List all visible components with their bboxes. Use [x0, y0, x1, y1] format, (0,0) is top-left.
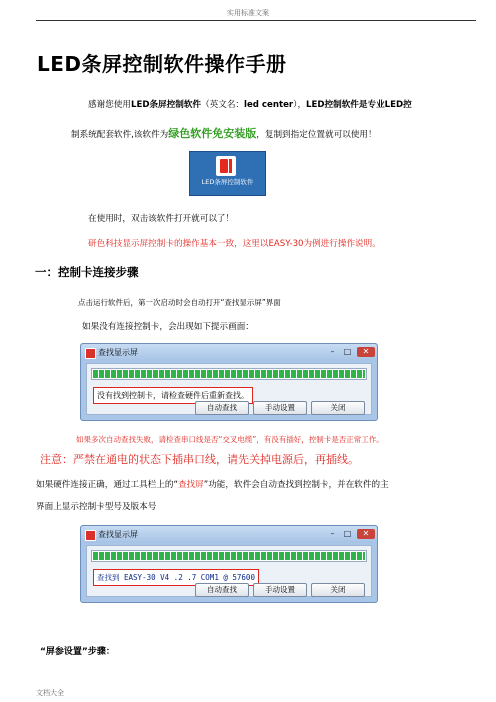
- intro-english-name: led center: [244, 100, 294, 110]
- manual-settings-button[interactable]: 手动设置: [253, 401, 307, 415]
- maximize-icon[interactable]: □: [343, 529, 352, 538]
- app-small-icon: [85, 348, 96, 359]
- status-message: 查找到 EASY-30 V4 .2 .7 COM1 @ 57600: [93, 569, 259, 586]
- success-text: 如果硬件连接正确，通过工具栏上的“: [36, 480, 178, 490]
- search-progress-bar: [91, 550, 367, 562]
- params-heading: “屏参设置”步骤：: [40, 647, 115, 657]
- dialog-body: [86, 545, 372, 597]
- find-screen-dialog-no-card: [80, 343, 378, 421]
- success-text: ”功能，软件会自动查找到控制卡，并在软件的主: [203, 480, 389, 490]
- dialog-title: 查找显示屏: [98, 530, 138, 539]
- intro-text: 感谢您使用: [88, 100, 131, 110]
- progress-fill: [93, 552, 365, 560]
- close-button[interactable]: 关闭: [311, 401, 365, 415]
- card-note: 研色科技显示屏控制卡的操作基本一致，这里以EASY-30为例进行操作说明。: [88, 239, 381, 249]
- dialog-title: 查找显示屏: [98, 348, 138, 357]
- search-progress-bar: [91, 368, 367, 380]
- dialog-titlebar: [81, 344, 377, 361]
- page-header: 实用标准文案: [227, 9, 269, 17]
- status-message: 没有找到控制卡，请检查硬件后重新查找。: [93, 387, 253, 404]
- warning-text-1: 如果多次自动查找失败，请检查串口线是否“交叉电缆”，有没有插好，控制卡是否正常工作。: [76, 435, 384, 444]
- app-logo-icon: [216, 156, 236, 176]
- header-rule: [36, 20, 476, 21]
- page-footer: 文档大全: [36, 689, 64, 697]
- intro-text: 制系统配套软件,该软件为: [71, 130, 169, 140]
- intro-text: ，复制到指定位置就可以使用！: [256, 130, 377, 140]
- dialog-titlebar: [81, 526, 377, 543]
- minimize-icon[interactable]: –: [330, 347, 335, 356]
- find-screen-dialog-found: [80, 525, 378, 603]
- usage-text: 在使用时，双击该软件打开就可以了！: [88, 214, 235, 224]
- green-software-note: 绿色软件免安装版: [168, 127, 257, 140]
- document-title: LED条屏控制软件操作手册: [37, 52, 287, 76]
- progress-fill: [93, 370, 365, 378]
- warning-text-2: 注意：严禁在通电的状态下插串口线，请先关掉电源后，再插线。: [40, 453, 359, 466]
- intro-line-1: [88, 98, 412, 110]
- minimize-icon[interactable]: –: [330, 529, 335, 538]
- close-icon[interactable]: ✕: [357, 529, 375, 539]
- section-heading: 一：控制卡连接步骤: [35, 265, 139, 279]
- step-2-text: 如果没有连接控制卡，会出现如下提示画面：: [82, 322, 254, 332]
- intro-text: （英文名：: [201, 100, 245, 110]
- close-button[interactable]: 关闭: [311, 583, 365, 597]
- find-screen-highlight: 查找屏: [177, 480, 204, 490]
- intro-line-2: [71, 125, 377, 141]
- app-icon-label: LED条屏控制软件: [201, 178, 254, 186]
- dialog-body: [86, 363, 372, 415]
- close-icon[interactable]: ✕: [357, 347, 375, 357]
- manual-settings-button[interactable]: 手动设置: [253, 583, 307, 597]
- auto-search-button[interactable]: 自动查找: [195, 583, 249, 597]
- step-1-text: 点击运行软件后，第一次启动时会自动打开“查找显示屏”界面: [78, 298, 281, 307]
- maximize-icon[interactable]: □: [343, 347, 352, 356]
- success-line-2: 界面上显示控制卡型号及版本号: [36, 502, 157, 512]
- intro-software-name: LED条屏控制软件: [130, 100, 202, 110]
- success-line-1: [36, 478, 389, 490]
- auto-search-button[interactable]: 自动查找: [195, 401, 249, 415]
- intro-text: ），: [293, 100, 307, 110]
- app-small-icon: [85, 530, 96, 541]
- led-app-icon[interactable]: [189, 151, 266, 196]
- intro-text: LED控制软件是专业LED控: [306, 100, 412, 110]
